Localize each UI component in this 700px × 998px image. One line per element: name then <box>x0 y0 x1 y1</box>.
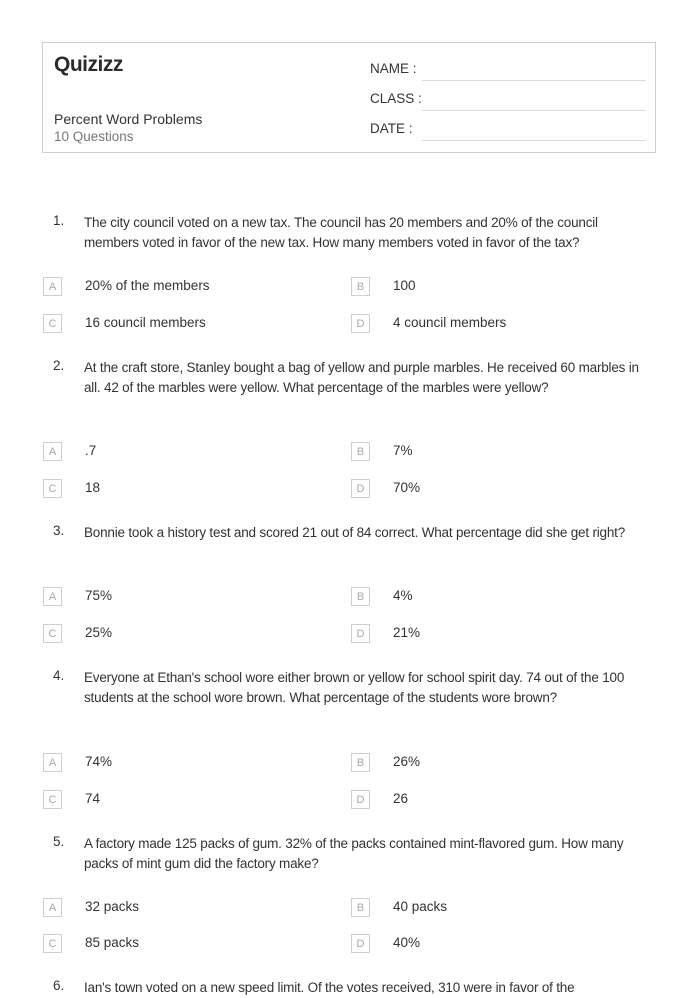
option-letter-box: A <box>43 898 62 917</box>
question-number: 6. <box>53 978 65 993</box>
option-letter-box: D <box>351 934 370 953</box>
option-letter-box: B <box>351 898 370 917</box>
quizizz-logo: Quizizz <box>54 53 123 76</box>
option-text: 75% <box>85 588 113 603</box>
class-field[interactable] <box>370 91 646 111</box>
option-text: 7% <box>393 443 413 458</box>
option-text: 21% <box>393 625 421 640</box>
option-text: 85 packs <box>85 935 140 950</box>
option-text: 4% <box>393 588 413 603</box>
question-count: 10 Questions <box>54 129 134 144</box>
option-text: 16 council members <box>85 315 206 330</box>
option-text: 26% <box>393 754 421 769</box>
name-line <box>422 80 646 81</box>
option-letter-box: D <box>351 624 370 643</box>
option-letter-box: C <box>43 934 62 953</box>
option-letter-box: A <box>43 277 62 296</box>
option-text: 32 packs <box>85 899 140 914</box>
option-letter-box: B <box>351 753 370 772</box>
option-text: 25% <box>85 625 113 640</box>
option-letter-box: D <box>351 479 370 498</box>
option-text: 74 <box>85 791 101 806</box>
question-text: At the craft store, Stanley bought a bag of yellow and purple marbles. He received 60 marbles in all. 42 of the marbles were yellow. What percentage of the marbles were yellow? <box>84 360 639 395</box>
option-letter-box: C <box>43 479 62 498</box>
option-letter-box: A <box>43 753 62 772</box>
option-letter-box: D <box>351 790 370 809</box>
worksheet-title: Percent Word Problems <box>54 111 203 127</box>
option-letter-box: B <box>351 277 370 296</box>
option-text: 18 <box>85 480 101 495</box>
option-text: 100 <box>393 278 416 293</box>
class-line <box>422 110 646 111</box>
option-text: 74% <box>85 754 113 769</box>
option-letter-box: B <box>351 442 370 461</box>
question-number: 4. <box>53 668 65 683</box>
option-letter-box: C <box>43 314 62 333</box>
name-field[interactable] <box>370 61 646 81</box>
option-letter-box: C <box>43 624 62 643</box>
worksheet-header <box>42 42 656 153</box>
date-label: DATE : <box>370 121 413 136</box>
option-text: 4 council members <box>393 315 507 330</box>
name-label: NAME : <box>370 61 417 76</box>
option-text: 20% of the members <box>85 278 210 293</box>
option-letter-box: A <box>43 442 62 461</box>
option-text: 40 packs <box>393 899 448 914</box>
question-number: 5. <box>53 834 65 849</box>
option-letter-box: C <box>43 790 62 809</box>
option-text: 70% <box>393 480 421 495</box>
class-label: CLASS : <box>370 91 422 106</box>
option-text: 40% <box>393 935 421 950</box>
option-letter-box: B <box>351 587 370 606</box>
question-text: Bonnie took a history test and scored 21 out of 84 correct. What percentage did she get right? <box>84 525 626 540</box>
question-number: 1. <box>53 213 65 228</box>
question-number: 3. <box>53 523 65 538</box>
option-text: .7 <box>85 443 97 458</box>
option-text: 26 <box>393 791 409 806</box>
option-letter-box: D <box>351 314 370 333</box>
date-field[interactable] <box>370 121 646 141</box>
question-text: Everyone at Ethan's school wore either brown or yellow for school spirit day. 74 out of the 100 students at the school wore brown. What percentage of the students wore brown? <box>84 670 625 705</box>
option-letter-box: A <box>43 587 62 606</box>
question-text: A factory made 125 packs of gum. 32% of the packs contained mint-flavored gum. How many packs of mint gum did the factory make? <box>84 836 624 871</box>
date-line <box>422 140 646 141</box>
question-text: The city council voted on a new tax. The council has 20 members and 20% of the council members voted in favor of the new tax. How many members voted in favor of the tax? <box>84 215 598 250</box>
question-text: Ian's town voted on a new speed limit. Of the votes received, 310 were in favor of the <box>84 980 575 995</box>
question-number: 2. <box>53 358 65 373</box>
